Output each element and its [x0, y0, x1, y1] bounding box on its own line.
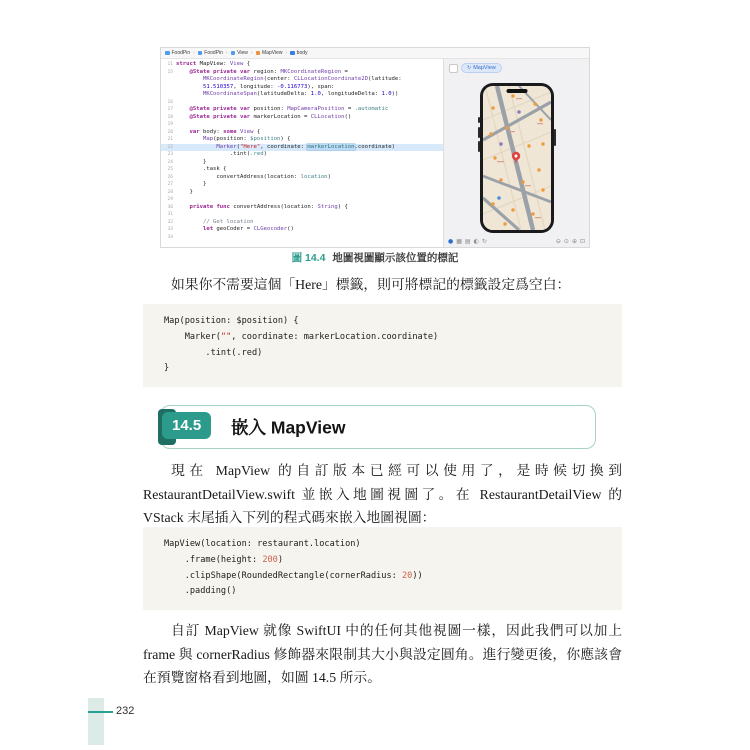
folder-icon [165, 51, 170, 56]
folder-icon [231, 51, 236, 56]
figure-caption-text: 地圖視圖顯示該位置的標記 [332, 252, 459, 264]
mute-switch [478, 117, 480, 123]
page-number: 232 [116, 705, 135, 717]
code-line: 17 @State private var position: MapCameraPosition = .automatic [167, 106, 389, 112]
code-block-embed-mapview [143, 527, 622, 610]
code-block-line: .clipShape(RoundedRectangle(cornerRadius: 20)) [164, 570, 423, 581]
code-line: 21 Map(position: $position) { [167, 136, 291, 142]
section-number-badge: 14.5 [162, 412, 211, 439]
figure-caption [160, 250, 590, 265]
zoom-actual-icon: ⊙ [563, 238, 569, 245]
code-line: 51.510357, longitude: -0.116773), span: [202, 83, 335, 90]
xcode-body [161, 59, 589, 247]
code-line: 20 var body: some View { [167, 128, 261, 135]
code-line: 23 .tint(.red) [167, 151, 267, 157]
code-editor [161, 59, 443, 247]
breadcrumb-item: FoodPin [165, 50, 190, 56]
iphone-frame [480, 83, 554, 233]
code-block-line: Marker("", coordinate: markerLocation.coordinate) [164, 331, 439, 342]
code-line: 16 [167, 99, 173, 105]
code-line: 27 } [167, 181, 207, 187]
code-line: 24 } [167, 158, 207, 165]
preview-device-label: MapView [473, 65, 496, 71]
map-preview [483, 86, 551, 230]
code-block-line: MapView(location: restaurant.location) [164, 539, 361, 549]
paragraph-1: 如果你不需要這個「Here」標籤，則可將標記的標籤設定爲空白： [171, 277, 571, 292]
page-number-rule [88, 711, 113, 713]
code-block-line: } [164, 363, 170, 374]
orientation-icon: ↻ [481, 238, 487, 245]
color-scheme-icon: ◐ [473, 238, 479, 245]
code-line: 30 private func convertAddress(location: String) { [167, 203, 348, 210]
section-heading [160, 405, 596, 449]
code-line: MKCoordinateRegion(center: CLLocationCoordinate2D(latitude: [202, 76, 402, 82]
breadcrumb-item: View [231, 50, 248, 56]
breadcrumb-item: FoodPin [198, 50, 223, 56]
code-block-marker-blank-label [143, 304, 622, 387]
preview-inspector-button [449, 64, 458, 73]
section-title: 嵌入 MapView [231, 417, 346, 438]
code-line: 18 @State private var markerLocation = CLLocation() [167, 113, 352, 120]
paragraph-3: 自訂 MapView 就像 SwiftUI 中的任何其他視圖一樣，因此我們可以加上 frame 與 cornerRadius 修飾器來限制其大小與設定圓角。進行變更後，你應該會在預覽窗格看到地圖，如圖 14.5 所示。 [143, 623, 622, 685]
code-line: 31 [167, 212, 173, 217]
scope-icon [290, 51, 295, 56]
code-line: 25 .task { [167, 166, 227, 172]
code-line: 33 let geoCoder = CLGeocoder() [167, 226, 294, 232]
code-block-line: Map(position: $position) { [164, 316, 299, 326]
jump-bar: FoodPin › FoodPin › View › MapView › body [161, 48, 589, 59]
zoom-fit-icon: ⊡ [579, 238, 585, 245]
code-line: MKCoordinateSpan(latitudeDelta: 1.0, longitudeDelta: 1.0)) [202, 91, 399, 97]
figure-screenshot [160, 47, 590, 248]
figure-caption-label: 圖 14.4 [291, 252, 326, 264]
code-line: 29 [167, 197, 173, 202]
code-block-line: .tint(.red) [164, 347, 263, 358]
code-line: 19 [167, 122, 173, 127]
breadcrumb-item: MapView [256, 50, 283, 56]
preview-toolbar-right [556, 238, 585, 245]
breadcrumb-item: body [290, 50, 307, 56]
code-line: 28 } [167, 188, 193, 195]
code-line: 26 convertAddress(location: location) [167, 173, 331, 180]
variants-icon: ▦ [456, 238, 462, 245]
iphone-screen [483, 86, 551, 230]
code-line: 32 // Get location [167, 218, 254, 225]
code-block-line: .padding() [164, 586, 237, 597]
refresh-icon: ↻ [467, 65, 472, 71]
code-line: 34 [167, 234, 173, 240]
live-preview-icon: ● [448, 238, 454, 245]
preview-controls [449, 63, 502, 73]
code-line: 22 Marker("Here", coordinate: markerLocation.coordinate) [161, 144, 443, 152]
preview-device-pill [461, 63, 502, 73]
power-button [554, 129, 556, 146]
volume-up-button [478, 127, 480, 138]
code-block-line: .frame(height: 200) [164, 554, 284, 565]
device-settings-icon: ▤ [464, 238, 471, 245]
zoom-out-icon: ⊖ [555, 238, 561, 245]
preview-toolbar-left [448, 238, 487, 245]
code-line: 15 @State private var region: MKCoordinateRegion = [167, 68, 348, 75]
dynamic-island [506, 89, 527, 94]
paragraph-2: 現在 MapView 的自訂版本已經可以使用了，是時候切換到 RestaurantDetailView.swift 並嵌入地圖視圖了。在 RestaurantDetailView 的 VStack 末尾插入下列的程式碼來嵌入地圖視圖： [143, 463, 622, 525]
folder-icon [198, 51, 203, 56]
volume-down-button [478, 141, 480, 152]
chapter-edge-band [88, 698, 104, 745]
zoom-in-icon: ⊕ [571, 238, 577, 245]
swift-file-icon [256, 51, 261, 56]
preview-toolbar [448, 238, 585, 245]
code-line: 11 struct MapView: View { [167, 61, 251, 67]
preview-pane [443, 59, 589, 247]
